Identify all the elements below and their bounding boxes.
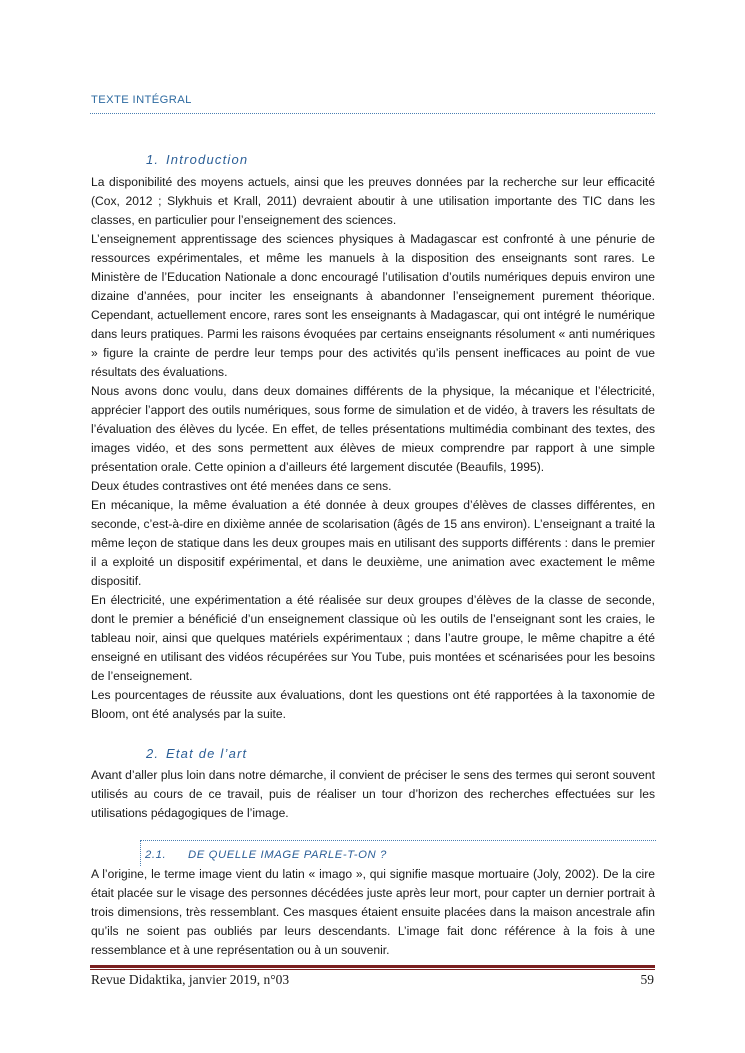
- paragraph: En mécanique, la même évaluation a été donnée à deux groupes d’élèves de classes différentes, en seconde, c’est-à-dire en dixième année de scolarisation (âgés de 15 ans environ). L’enseignant a traité la même leçon de statique dans les deux groupes mais en utilisant des supports différents : dans le premier il a exploité un dispositif expérimental, et dans le deuxième, une animation avec exactement le même dispositif.: [91, 498, 655, 588]
- heading-title: Introduction: [166, 152, 249, 167]
- paragraph: L’enseignement apprentissage des sciences physiques à Madagascar est confronté à une pénurie de ressources expérimentales, et même les manuels à la disposition des enseignants sont rares. Le Ministère de l’Education Nationale a donc encouragé l’utilisation d’outils numériques depuis environ une dizaine d’années, pour inciter les enseignants à abandonner l’enseignement purement théorique. Cependant, actuellement encore, rares sont les enseignants à Madagascar, qui ont intégré le numérique dans leurs pratiques. Parmi les raisons évoquées par certains enseignants résolument « anti numériques » figure la crainte de perdre leur temps pour des activités qu’ils pensent inefficaces au point de vue résultats des évaluations.: [91, 232, 655, 379]
- paragraph: Les pourcentages de réussite aux évaluations, dont les questions ont été rapportées à la taxonomie de Bloom, ont été analysés par la suite.: [91, 688, 655, 721]
- heading-etat-de-lart: [146, 746, 247, 761]
- heading-title: Etat de l’art: [166, 746, 248, 761]
- heading-number: 2.: [146, 746, 160, 761]
- section-divider: [90, 113, 655, 114]
- page-number: 59: [640, 972, 654, 987]
- paragraph: Avant d’aller plus loin dans notre démarche, il convient de préciser le sens des termes qui seront souvent utilisés au cours de ce travail, puis de réaliser un tour d’horizon des recherches effectuées sur les utilisations pédagogiques de l’image.: [91, 768, 655, 820]
- etat-de-lart-body: [91, 766, 655, 823]
- paragraph: Deux études contrastives ont été menées dans ce sens.: [91, 479, 392, 493]
- subheading-2-1: [145, 849, 387, 861]
- paragraph: La disponibilité des moyens actuels, ainsi que les preuves données par la recherche sur leur efficacité (Cox, 2012 ; Slykhuis et Krall, 2011) devraient aboutir à une utilisation importante des TIC dans les classes, en particulier pour l’enseignement des sciences.: [91, 175, 655, 227]
- subheading-number: 2.1.: [145, 849, 167, 861]
- footer-rule: [90, 969, 655, 970]
- footer-journal: Revue Didaktika, janvier 2019, n°03: [91, 972, 290, 987]
- paragraph: A l’origine, le terme image vient du latin « imago », qui signifie masque mortuaire (Joly, 2002). De la cire était placée sur le visage des personnes décédées juste après leur mort, pour capter un dernier portrait à trois dimensions, très ressemblant. Ces masques étaient ensuite placées dans la maison ancestrale afin qu’ils ne soient pas oubliés par leurs descendants. L’image fait donc référence à la fois à une ressemblance et à une représentation ou à un souvenir.: [91, 867, 655, 957]
- footer-rule: [90, 965, 655, 968]
- subsection-body: [91, 865, 655, 960]
- subheading-title: DE QUELLE IMAGE PARLE-T-ON ?: [188, 849, 387, 861]
- paragraph: En électricité, une expérimentation a été réalisée sur deux groupes d’élèves de la classe de seconde, dont le premier a bénéficié d’un enseignement classique où les outils de l’enseignant sont les craies, le tableau noir, ainsi que quelques matériels expérimentaux ; dans l’autre groupe, le même chapitre a été enseigné en utilisant des vidéos récupérées sur You Tube, puis montées et scénarisées pour les besoins de l’enseignement.: [91, 593, 655, 683]
- introduction-body: [91, 173, 655, 724]
- section-label: TEXTE INTÉGRAL: [91, 94, 192, 106]
- heading-introduction: [146, 152, 248, 167]
- paragraph: Nous avons donc voulu, dans deux domaines différents de la physique, la mécanique et l’électricité, apprécier l’apport des outils numériques, sous forme de simulation et de vidéo, à travers les résultats de l’évaluation des élèves du lycée. En effet, de telles présentations multimédia combinant des textes, des images vidéo, et des sons permettent aux élèves de mieux comprendre par rapport à une simple présentation orale. Cette opinion a d’ailleurs été largement discutée (Beaufils, 1995).: [91, 384, 655, 474]
- heading-number: 1.: [146, 152, 160, 167]
